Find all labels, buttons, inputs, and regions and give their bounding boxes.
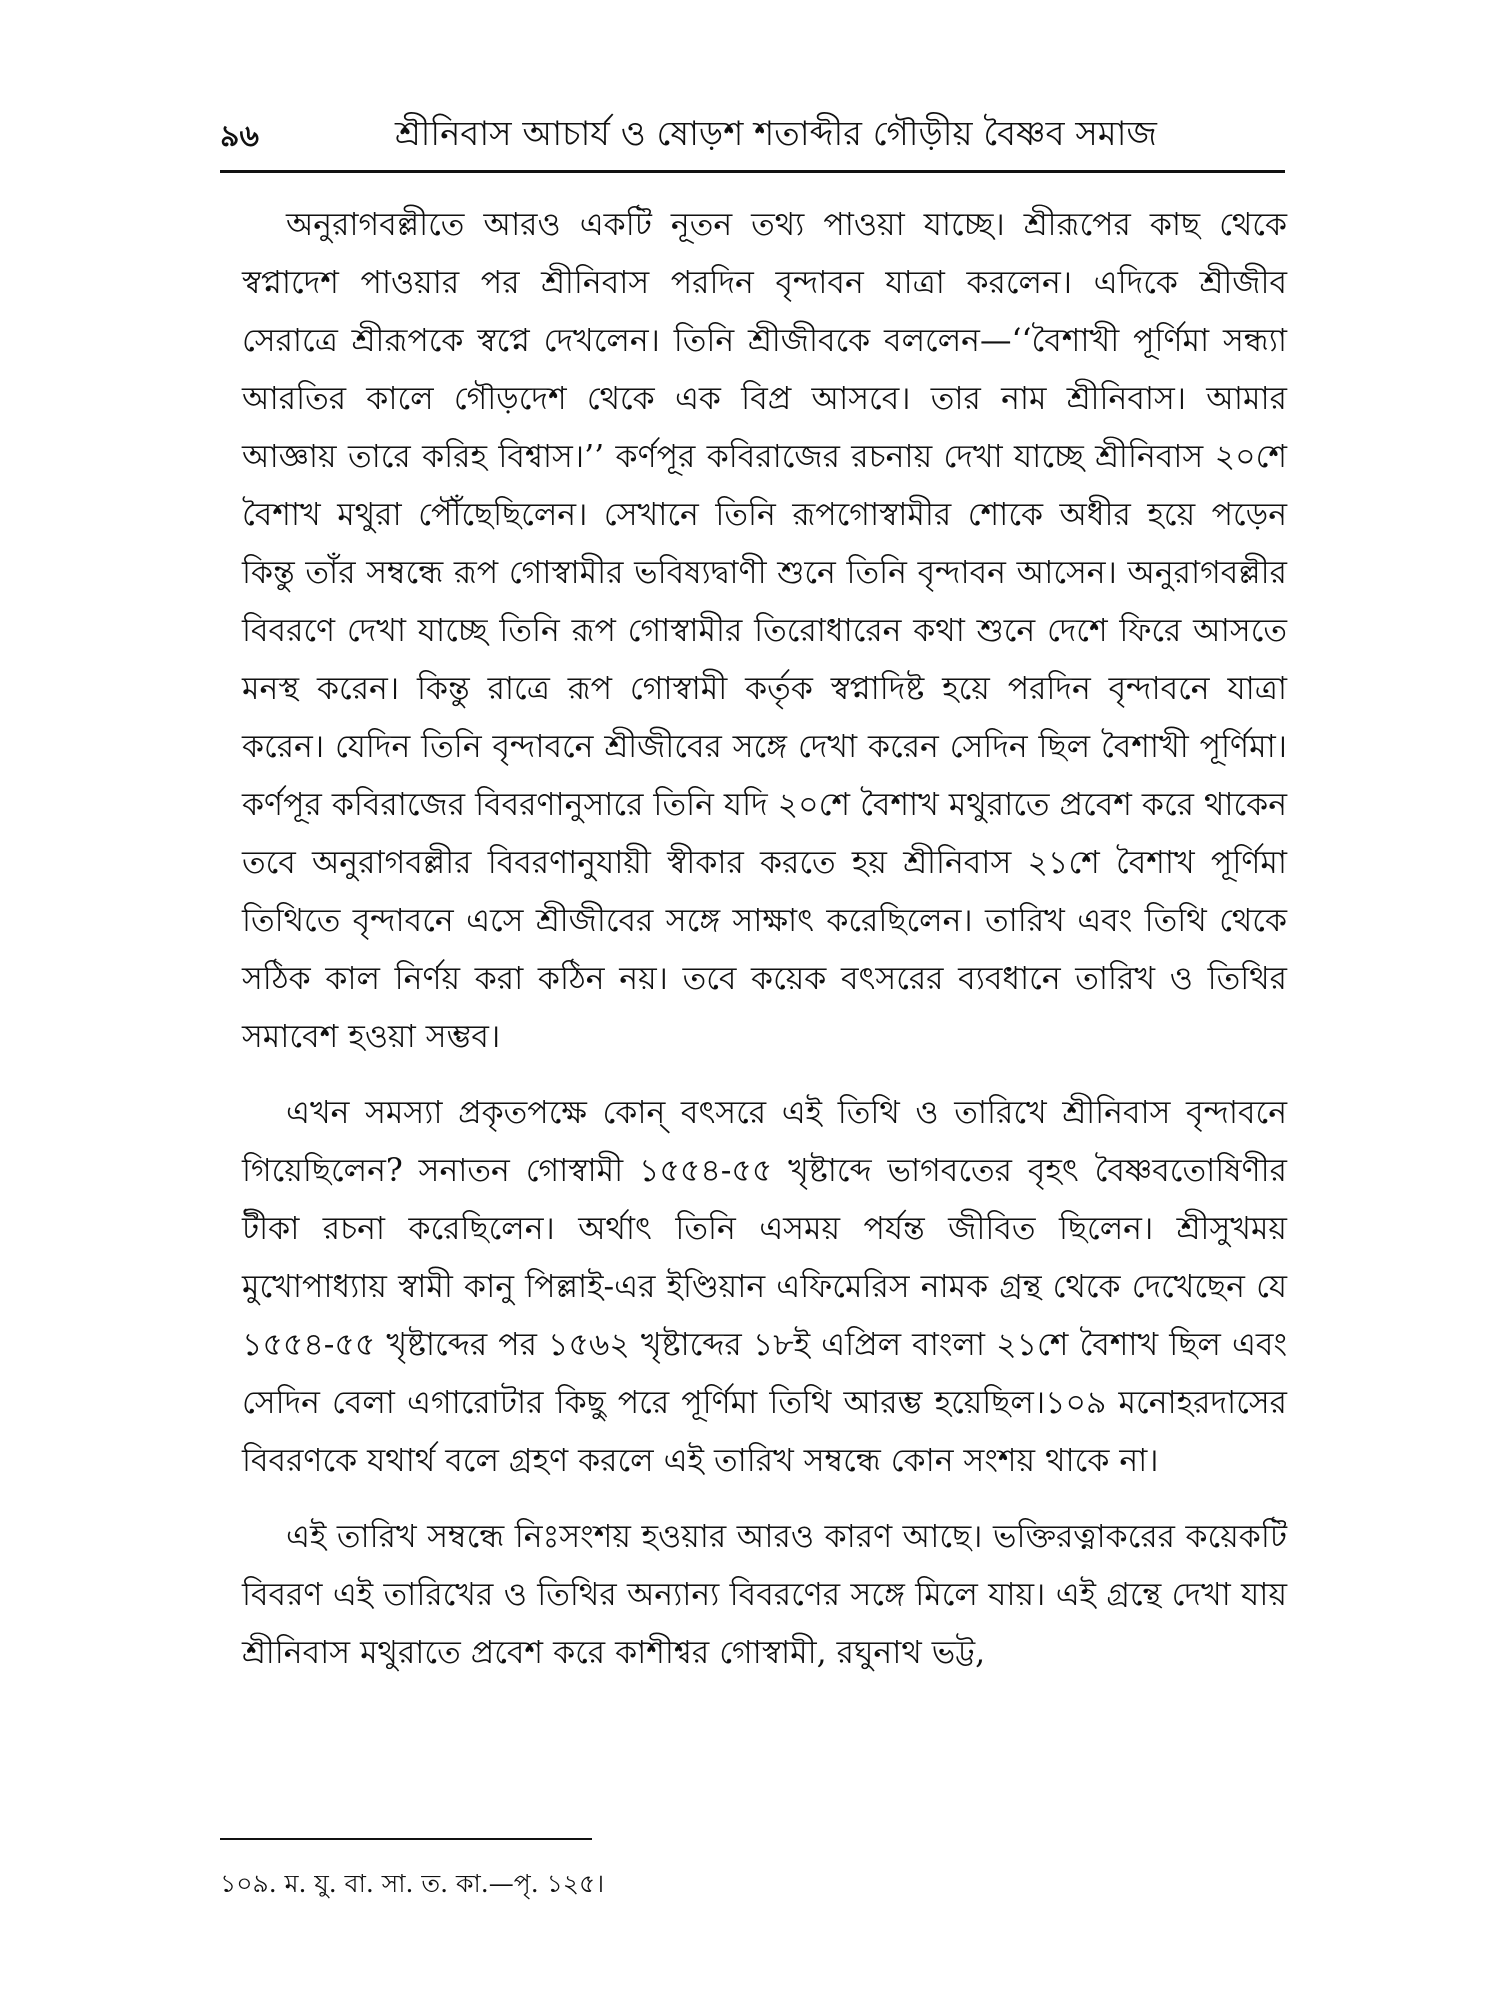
footnote: ১০৯. ম. যু. বা. সা. ত. কা.—পৃ. ১২৫। [220, 1869, 605, 1898]
paragraph-2: এখন সমস্যা প্রকৃতপক্ষে কোন্ বৎসরে এই তিথি ও তারিখে শ্রীনিবাস বৃন্দাবনে গিয়েছিলেন? সনাতন গোস্বামী ১৫৫৪-৫৫ খৃষ্টাব্দে ভাগবতের বৃহৎ বৈষ্ণবতোষিণীর টীকা রচনা করেছিলেন। অর্থাৎ তিনি এসময় পর্যন্ত জীবিত ছিলেন। শ্রীসুখময় মুখোপাধ্যায় স্বামী কানু পিল্লাই-এর ইণ্ডিয়ান এফিমেরিস নামক গ্রন্থ থেকে দেখেছেন যে ১৫৫৪-৫৫ খৃষ্টাব্দের পর ১৫৬২ খৃষ্টাব্দের ১৮ই এপ্রিল বাংলা ২১শে বৈশাখ ছিল এবং সেদিন বেলা এগারোটার কিছু পরে পূর্ণিমা তিথি আরম্ভ হয়েছিল।১০৯ মনোহরদাসের বিবরণকে যথার্থ বলে গ্রহণ করলে এই তারিখ সম্বন্ধে কোন সংশয় থাকে না। [242, 1095, 1287, 1479]
running-title: শ্রীনিবাস আচার্য ও ষোড়শ শতাব্দীর গৌড়ীয় বৈষ্ণব সমাজ [395, 114, 1157, 154]
footnote-divider [220, 1838, 592, 1840]
header-divider [220, 170, 1285, 173]
paragraph-1: অনুরাগবল্লীতে আরও একটি নূতন তথ্য পাওয়া যাচ্ছে। শ্রীরূপের কাছ থেকে স্বপ্নাদেশ পাওয়ার পর শ্রীনিবাস পরদিন বৃন্দাবন যাত্রা করলেন। এদিকে শ্রীজীব সেরাত্রে শ্রীরূপকে স্বপ্নে দেখলেন। তিনি শ্রীজীবকে বললেন—‘‘বৈশাখী পূর্ণিমা সন্ধ্যা আরতির কালে গৌড়দেশ থেকে এক বিপ্র আসবে। তার নাম শ্রীনিবাস। আমার আজ্ঞায় তারে করিহ বিশ্বাস।’’ কর্ণপূর কবিরাজের রচনায় দেখা যাচ্ছে শ্রীনিবাস ২০শে বৈশাখ মথুরা পৌঁছেছিলেন। সেখানে তিনি রূপগোস্বামীর শোকে অধীর হয়ে পড়েন কিন্তু তাঁর সম্বন্ধে রূপ গোস্বামীর ভবিষ্যদ্বাণী শুনে তিনি বৃন্দাবন আসেন। অনুরাগবল্লীর বিবরণে দেখা যাচ্ছে তিনি রূপ গোস্বামীর তিরোধারেন কথা শুনে দেশে ফিরে আসতে মনস্থ করেন। কিন্তু রাত্রে রূপ গোস্বামী কর্তৃক স্বপ্নাদিষ্ট হয়ে পরদিন বৃন্দাবনে যাত্রা করেন। যেদিন তিনি বৃন্দাবনে শ্রীজীবের সঙ্গে দেখা করেন সেদিন ছিল বৈশাখী পূর্ণিমা। কর্ণপূর কবিরাজের বিবরণানুসারে তিনি যদি ২০শে বৈশাখ মথুরাতে প্রবেশ করে থাকেন তবে অনুরাগবল্লীর বিবরণানুযায়ী স্বীকার করতে হয় শ্রীনিবাস ২১শে বৈশাখ পূর্ণিমা তিথিতে বৃন্দাবনে এসে শ্রীজীবের সঙ্গে সাক্ষাৎ করেছিলেন। তারিখ এবং তিথি থেকে সঠিক কাল নির্ণয় করা কঠিন নয়। তবে কয়েক বৎসরের ব্যবধানে তারিখ ও তিথির সমাবেশ হওয়া সম্ভব। [242, 207, 1287, 1055]
main-text [242, 196, 1287, 1700]
page-number: ৯৬ [220, 119, 259, 154]
paragraph-3: এই তারিখ সম্বন্ধে নিঃসংশয় হওয়ার আরও কারণ আছে। ভক্তিরত্নাকরের কয়েকটি বিবরণ এই তারিখের ও তিথির অন্যান্য বিবরণের সঙ্গে মিলে যায়। এই গ্রন্থে দেখা যায় শ্রীনিবাস মথুরাতে প্রবেশ করে কাশীশ্বর গোস্বামী, রঘুনাথ ভট্ট, [242, 1519, 1287, 1671]
page-header [220, 104, 1285, 164]
